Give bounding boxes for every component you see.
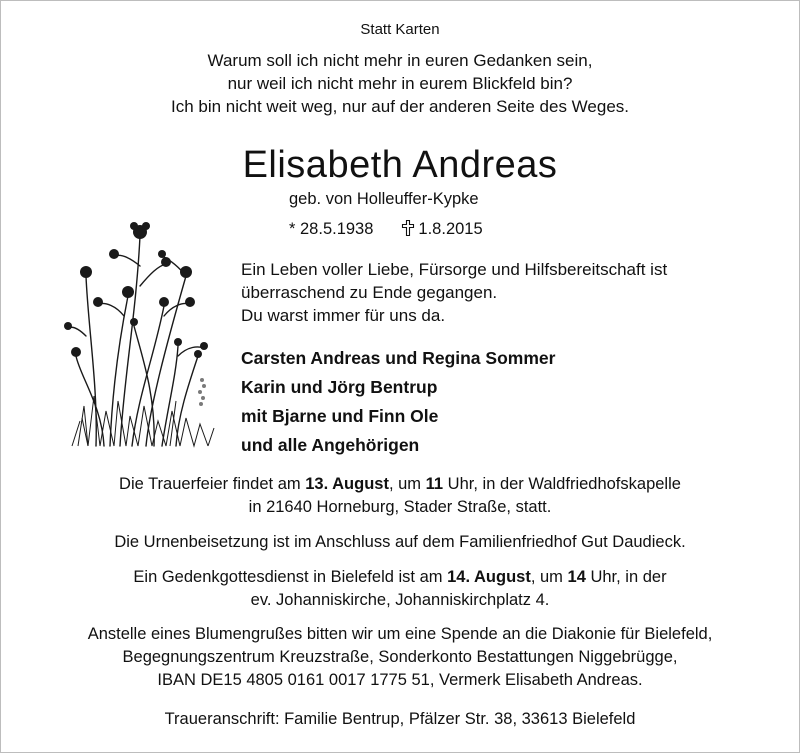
statt-karten-heading: Statt Karten [360, 21, 440, 38]
birth-name: geb. von Holleuffer-Kypke [289, 190, 479, 208]
tribute-line: Ein Leben voller Liebe, Fürsorge und Hilfsbereitschaft ist [241, 260, 668, 279]
donation-line: Anstelle eines Blumengrußes bitten wir um eine Spende an die Diakonie für Bielefeld, [87, 625, 713, 643]
donation-line: IBAN DE15 4805 0161 0017 1775 51, Vermerk Elisabeth Andreas. [157, 671, 643, 689]
wildflower-illustration [58, 206, 228, 450]
memorial-time: 14 [567, 568, 586, 586]
tribute-line: Du warst immer für uns da. [241, 306, 446, 325]
funeral-service-line: Die Trauerfeier findet am 13. August, um 11 Uhr, in der Waldfriedhofskapelle [119, 475, 681, 493]
family-line: mit Bjarne und Finn Ole [241, 406, 439, 426]
family-line: Karin und Jörg Bentrup [241, 377, 438, 397]
deceased-name: Elisabeth Andreas [242, 144, 558, 186]
cross-icon [401, 220, 415, 236]
burial-info: Die Urnenbeisetzung ist im Anschluss auf dem Familienfriedhof Gut Daudieck. [114, 533, 686, 551]
family-line: und alle Angehörigen [241, 435, 420, 455]
life-dates [289, 218, 483, 239]
funeral-date: 13. August [305, 475, 389, 493]
poem-line: nur weil ich nicht mehr in eurem Blickfeld bin? [227, 74, 573, 93]
poem-line: Ich bin nicht weit weg, nur auf der anderen Seite des Weges. [170, 97, 629, 116]
memorial-location: ev. Johanniskirche, Johanniskirchplatz 4. [250, 591, 550, 609]
family-line: Carsten Andreas und Regina Sommer [241, 348, 556, 368]
poem-line: Warum soll ich nicht mehr in euren Gedanken sein, [207, 51, 593, 70]
memorial-date: 14. August [447, 568, 531, 586]
funeral-location: in 21640 Horneburg, Stader Straße, statt. [248, 498, 552, 516]
death-date: 1.8.2015 [418, 220, 483, 238]
birth-date: * 28.5.1938 [289, 220, 374, 238]
mourning-address: Traueranschrift: Familie Bentrup, Pfälzer Str. 38, 33613 Bielefeld [164, 710, 636, 728]
funeral-time: 11 [425, 475, 444, 493]
memorial-service-line: Ein Gedenkgottesdienst in Bielefeld ist am 14. August, um 14 Uhr, in der [133, 568, 667, 586]
tribute-line: überraschend zu Ende gegangen. [241, 283, 498, 302]
donation-line: Begegnungszentrum Kreuzstraße, Sonderkonto Bestattungen Niggebrügge, [122, 648, 678, 666]
